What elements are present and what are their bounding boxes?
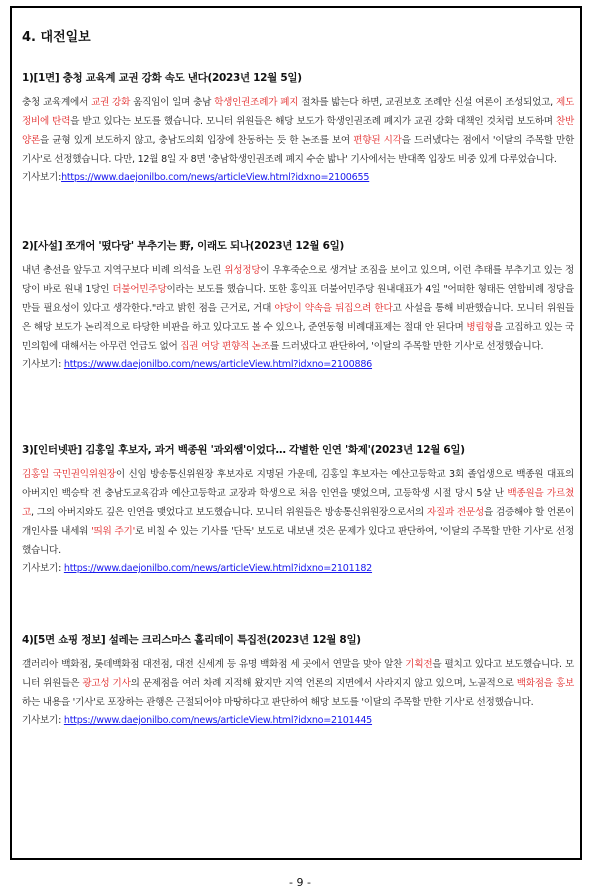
body-text: 이 우후죽순으로 생겨날 조짐을 보이고 있으며, 이런 추태를 부추기고 있는 정당이 바로 원내 1당인	[22, 265, 574, 295]
highlighted-text: 편향된 시각	[353, 135, 402, 146]
article-link-row	[22, 560, 574, 578]
body-text: 을 드러냈다는 점에서 '이달의 주목할 만한 기사'로 선정했습니다. 다만, 12월 8일 자 8면 '충남학생인권조례 폐지 수순 밟나' 기사에서는 반대쪽 입장도 비중 있게 다루었습니다.	[22, 135, 575, 165]
article-title: 3)[인터넷판] 김홍일 후보자, 과거 백종원 '과외쌤'이었다… 각별한 인연 '화제'(2023년 12월 6일)	[22, 444, 465, 456]
section-title: 4. 대전일보	[22, 30, 91, 45]
highlighted-text: 백화점을 홍보	[516, 678, 574, 689]
link-label: 기사보기:	[22, 715, 62, 726]
link-label: 기사보기:	[22, 172, 62, 183]
body-text: 갤러리아 백화점, 롯데백화점 대전점, 대전 신세계 등 유명 백화점 세 곳에서 연말을 맞아 알찬	[22, 659, 406, 670]
highlighted-text: 광고성 기사	[82, 678, 131, 689]
article-3	[22, 442, 574, 578]
article-body	[22, 465, 574, 560]
highlighted-text: 병립형	[466, 322, 494, 333]
article-body	[22, 93, 574, 169]
article-body	[22, 655, 574, 712]
highlighted-text: 학생인권조례가 폐지	[214, 97, 299, 108]
article-link[interactable]: https://www.daejonilbo.com/news/articleView.html?idxno=2101445	[63, 715, 373, 726]
body-text: 충청 교육계에서	[22, 97, 92, 108]
body-text: 움직임이 일며 충남	[130, 97, 215, 108]
body-text: 을 고집하고 있는 국민의힘에 대해서는 아무런 언급도 없어	[22, 322, 574, 352]
body-text: 을 펼치고 있다고 보도했습니다. 모니터 위원들은	[22, 659, 574, 689]
article-title: 1)[1면] 충청 교육계 교권 강화 속도 낸다(2023년 12월 5일)	[22, 72, 302, 84]
link-label: 기사보기:	[22, 563, 62, 574]
article-link[interactable]: https://www.daejonilbo.com/news/articleView.html?idxno=2100655	[61, 172, 370, 183]
body-text: 고 사설을 통해 비판했습니다. 모니터 위원들은 해당 보도가 논리적으로 타당한 비판을 하고 있다고도 볼 수 있으나, 준연동형 비례대표제는 절대 안 된다며	[22, 303, 574, 333]
highlighted-text: 위성정당	[224, 265, 261, 276]
article-body	[22, 261, 574, 356]
highlighted-text: 더불어민주당	[112, 284, 167, 295]
body-text: 절차를 밟는다 하면, 교권보호 조례안 신설 여론이 조성되었고,	[298, 97, 556, 108]
highlighted-text: '띄워 주기'	[91, 526, 135, 537]
article-link-row	[22, 169, 574, 187]
body-text: 하는 내용을 '기사'로 포장하는 관행은 근절되어야 마땅하다고 판단하여 해당 보도를 '이달의 주목할 만한 기사'로 선정했습니다.	[22, 697, 534, 708]
highlighted-text: 기획전	[405, 659, 433, 670]
highlighted-text: 제도 정비에 탄력	[22, 97, 574, 127]
article-title: 4)[5면 쇼핑 정보] 설레는 크리스마스 홀리데이 특집전(2023년 12월 8일)	[22, 634, 361, 646]
body-text: 을 균형 있게 보도하지 않고, 충남도의회 입장에 찬동하는 듯 한 논조를 보여	[40, 135, 354, 146]
article-4	[22, 632, 574, 730]
article-2	[22, 238, 574, 374]
body-text: 이 신임 방송통신위원장 후보자로 지명된 가운데, 김홍일 후보자는 예산고등학교 3회 졸업생으로 백종원 대표의 아버지인 백승탁 전 충남도교육감과 예산고등학교 교장과 학생으로 처음 인연을 맺었으며, 고등학생 시절 당시 5살 난	[22, 469, 574, 499]
page-number: - 9 -	[289, 876, 311, 889]
article-link[interactable]: https://www.daejonilbo.com/news/articleView.html?idxno=2100886	[63, 359, 373, 370]
body-text: 을 받고 있다는 보도를 했습니다. 모니터 위원들은 해당 보도가 학생인권조례 폐지가 교권 강화 대책인 것처럼 보도하며	[70, 116, 556, 127]
body-text: 내년 총선을 앞두고 지역구보다 비례 의석을 노린	[22, 265, 225, 276]
body-text: 를 드러냈다고 판단하여, '이달의 주목할 만한 기사'로 선정했습니다.	[269, 341, 544, 352]
article-title: 2)[사설] 쪼개어 '떴다당' 부추기는 野, 이래도 되나(2023년 12월 6일)	[22, 240, 344, 252]
body-text: 로 비칠 수 있는 기사를 '단독' 보도로 내보낸 것은 문제가 있다고 판단하여, '이달의 주목할 만한 기사'로 선정했습니다.	[22, 526, 574, 556]
body-text: 을 검증해야 할 언론이 개인사를 내세워	[22, 507, 574, 537]
article-link[interactable]: https://www.daejonilbo.com/news/articleView.html?idxno=2101182	[63, 563, 373, 574]
highlighted-text: 김홍일 국민권익위원장	[22, 469, 116, 480]
article-1	[22, 70, 574, 187]
article-link-row	[22, 356, 574, 374]
highlighted-text: 야당이 약속을 뒤집으려 한다	[274, 303, 393, 314]
article-link-row	[22, 712, 574, 730]
body-text: 이라는 보도를 했습니다. 또한 홍익표 더불어민주당 원내대표가 4일 "어떠한 형태든 연합비례 정당을 만들 필요성이 있다고 생각한다."라고 밝힌 점을 근거로, 거대	[22, 284, 574, 314]
highlighted-text: 교권 강화	[91, 97, 131, 108]
highlighted-text: 찬반양론	[22, 116, 574, 146]
highlighted-text: 자질과 전문성	[426, 507, 484, 518]
link-label: 기사보기:	[22, 359, 62, 370]
body-text: , 그의 아버지와도 깊은 인연을 맺었다고 보도했습니다. 모니터 위원들은 방송통신위원장으로서의	[31, 507, 427, 518]
highlighted-text: 백종원을 가르쳤고	[22, 488, 574, 518]
highlighted-text: 집권 여당 편향적 논조	[180, 341, 270, 352]
body-text: 의 문제점을 여러 차례 지적해 왔지만 지역 언론의 지면에서 사라지지 않고 있으며, 노골적으로	[130, 678, 517, 689]
